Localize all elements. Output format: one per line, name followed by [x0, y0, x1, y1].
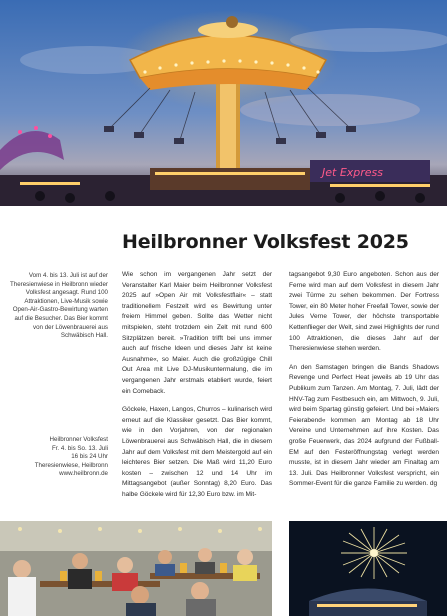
event-info-website[interactable]: www.heilbronn.de	[59, 470, 108, 478]
photo-beer-garden-crowd	[0, 521, 272, 616]
event-info-dates: Fr. 4. bis So. 13. Juli	[51, 444, 108, 452]
carousel-illustration	[0, 0, 447, 206]
article-paragraph-4: An den Samstagen bringen die Bands Shadows Revenge und Perfect Heat jeweils ab 19 Uhr das Publikum zum Tanzen. Am Montag, 7. Juli, lädt der HNV-Tag zum Festbesuch ein, am Mittwoch, 9. Juli, wird beim Spartag günstig gefeiert. Und bei »Maiers Feierabend« kommen am Montag ab 18 Uhr Vereine und Unternehmen auf ihre Kosten. Das große Feuerwerk, das 2024 aufgrund der Fußball-EM auf den Festeröffnungstag verlegt werden musste, ist in diesem Jahr wieder am Finaltag am 13. Juli. Das Heilbronner Volksfest verspricht, ein Sommer-Event für die ganze Familie zu werden. dg	[289, 363, 439, 488]
sidebar-intro	[6, 272, 108, 341]
ride-sign-text: Jet Express	[322, 166, 384, 179]
article-paragraph-2: Göckele, Haxen, Langos, Churros – kulinarisch wird erneut auf die Klassiker gesetzt. Das Bier kommt, wie in den Vorjahren, von der regionalen Löwenbrauerei aus Schwäbisch Hall, die in diesem Jahr auf dem Volksfest mit dem Meistergold auf ein leichteres Bier setzen. Die Maß wird 11,20 Euro kosten – zwischen 12 und 14 Uhr im Mittagsangebot (außer Sonntag) 8,20 Euro. Das halbe Göckele wird für 12,30 Euro bzw. im Mit-	[122, 406, 272, 498]
article-column-left	[122, 270, 272, 508]
sidebar-intro-text: Vom 4. bis 13. Juli ist auf der Theresienwiese in Heilbronn wieder Volksfest angesagt. Rund 100 Attraktionen, Live-Musik sowie Open-Air-Gastro-Bewirtung warten auf die Besucher. Das Bier kommt von der Löwenbrauerei aus Schwäbisch Hall.	[9, 272, 108, 340]
event-info-name: Heilbronner Volksfest	[49, 436, 108, 443]
article-paragraph-1: Wie schon im vergangenen Jahr setzt der Veranstalter Karl Maier beim Heilbronner Volksfest 2025 auf »Open Air mit Volksfestflair« – statt traditionellem Festzelt wird es Bewirtung unter freiem Himmel geben. Sollte das Wetter nicht mitspielen, steht trotzdem ein Zelt mit rund 600 Sitzplätzen bereit. »Tradition trifft bei uns immer auch auf frische Ideen und dieses Jahr ist keine Ausnahme«, so Maier. Auch die großzügige Chill Out Area mit Live DJ-Musikuntermalung, die im vergangenen Jahr erstmals etabliert wurde, feiert ein Comeback.	[122, 271, 272, 395]
event-info-hours: 16 bis 24 Uhr	[71, 453, 108, 461]
article-paragraph-3: tagsangebot 9,30 Euro angeboten. Schon aus der Ferne wird man auf dem Volksfest in diesem Jahr zwei Türme zu sehen bekommen. Der Fortress Tower, ein 80 Meter hoher Freefall Tower, sowie der Jules Verne Tower, der höchste transportable Kettenflieger der Welt, sind zwei Highlights der rund 100 Attraktionen, die dieses Jahr auf der Theresienwiese stehen werden.	[289, 271, 439, 353]
event-info-place: Theresienwiese, Heilbronn	[34, 461, 108, 469]
fireworks-illustration	[289, 521, 447, 616]
article-title: Heilbronner Volksfest 2025	[122, 231, 409, 253]
hero-photo-chairswing-carousel	[0, 0, 447, 206]
beer-garden-illustration	[0, 521, 272, 616]
article-column-right	[289, 270, 439, 498]
sidebar-event-info	[6, 436, 108, 479]
photo-fireworks-over-tent	[289, 521, 447, 616]
